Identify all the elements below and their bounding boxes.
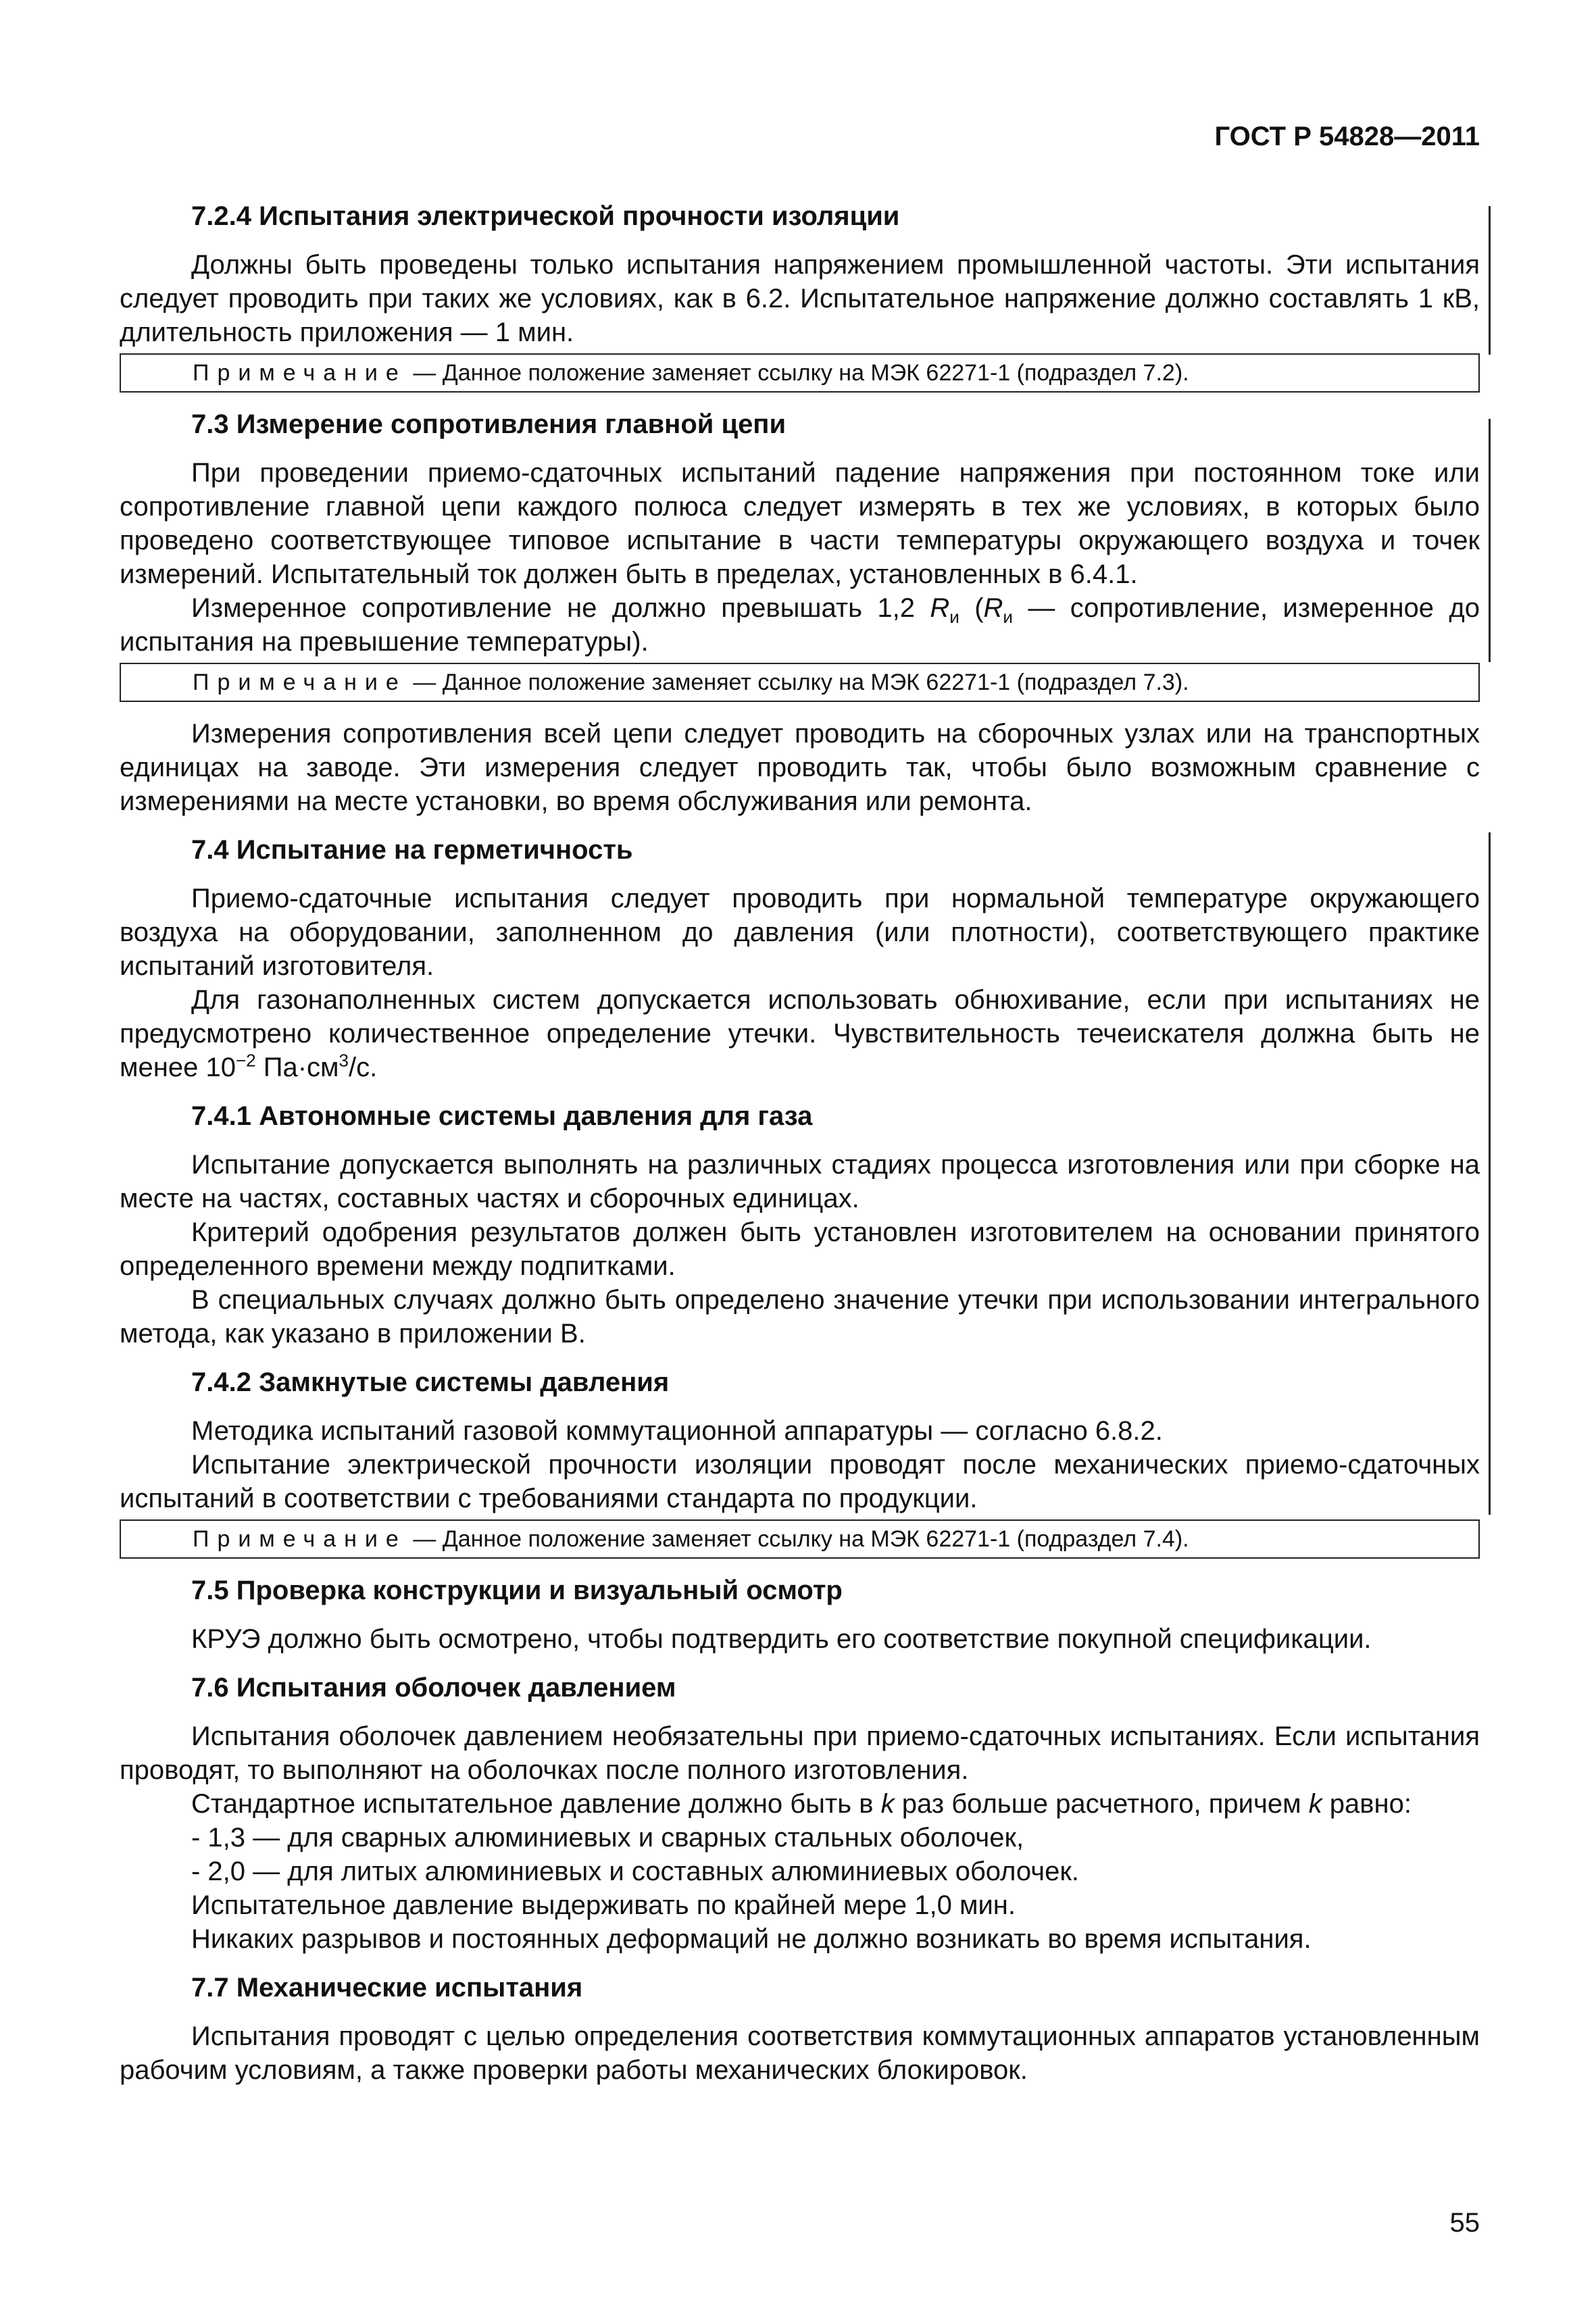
paragraph: Измерения сопротивления всей цепи следует проводить на сборочных узлах или на транспортных единицах на заводе. Эти измерения следует проводить так, чтобы было возможным сравнение с измерениями на месте установки, во время обслуживания или ремонта. (120, 719, 1480, 816)
document-header: ГОСТ Р 54828—2011 (1214, 122, 1480, 151)
section-title-7-7: 7.7 Механические испытания (191, 1973, 583, 2003)
paragraph: Испытания проводят с целью определения соответствия коммутационных аппаратов установленным рабочим условиям, а также проверки работы механических блокировок. (120, 2021, 1480, 2085)
change-bar-1 (1489, 206, 1491, 355)
change-bar-2 (1489, 419, 1491, 662)
paragraph: Испытательное давление выдерживать по крайней мере 1,0 мин. (191, 1890, 1016, 1920)
note-box (120, 353, 1480, 393)
note-label: Примечание (193, 670, 407, 695)
note-box (120, 663, 1480, 702)
section-title-7-4: 7.4 Испытание на герметичность (191, 835, 633, 865)
paragraph: Испытания оболочек давлением необязательны при приемо-сдаточных испытаниях. Если испытания проводят, то выполняют на оболочках после полного изготовления. (120, 1721, 1480, 1785)
paragraph: Должны быть проведены только испытания напряжением промышленной частоты. Эти испытания следует проводить при таких же условиях, как в 6.2. Испытательное напряжение должно составлять 1 кВ, длительность приложения — 1 мин. (120, 250, 1480, 347)
note-label: Примечание (193, 1526, 407, 1552)
paragraph: Испытание допускается выполнять на различных стадиях процесса изготовления или при сборке на месте на частях, составных частях и сборочных единицах. (120, 1150, 1480, 1213)
list-item: - 2,0 — для литых алюминиевых и составных алюминиевых оболочек. (191, 1857, 1079, 1886)
paragraph: Критерий одобрения результатов должен быть установлен изготовителем на основании принятого определенного времени между подпитками. (120, 1217, 1480, 1281)
document-body (120, 199, 1480, 2087)
section-title-7-5: 7.5 Проверка конструкции и визуальный осмотр (191, 1576, 843, 1605)
paragraph: Стандартное испытательное давление должно быть в k раз больше расчетного, причем k равно: (191, 1789, 1412, 1819)
note-text: — Данное положение заменяет ссылку на МЭК 62271-1 (подраздел 7.4). (406, 1526, 1189, 1552)
paragraph: При проведении приемо-сдаточных испытаний падение напряжения при постоянном токе или сопротивление главной цепи каждого полюса следует измерять в тех же условиях, в которых было проведено соответствующее типовое испытание в части температуры окружающего воздуха и точек измерений. Испытательный ток должен быть в пределах, установленных в 6.4.1. (120, 458, 1480, 589)
list-item: - 1,3 — для сварных алюминиевых и сварных стальных оболочек, (191, 1823, 1024, 1853)
paragraph: Испытание электрической прочности изоляции проводят после механических приемо-сдаточных испытаний в соответствии с требованиями стандарта по продукции. (120, 1450, 1480, 1513)
section-title-7-6: 7.6 Испытания оболочек давлением (191, 1673, 676, 1703)
section-title-7-4-2: 7.4.2 Замкнутые системы давления (191, 1367, 670, 1397)
paragraph: КРУЭ должно быть осмотрено, чтобы подтвердить его соответствие покупной спецификации. (191, 1624, 1372, 1654)
paragraph: Методика испытаний газовой коммутационной аппаратуры — согласно 6.8.2. (191, 1416, 1163, 1446)
paragraph: Приемо-сдаточные испытания следует проводить при нормальной температуре окружающего воздуха на оборудовании, заполненном до давления (или плотности), соответствующего практике испытаний изготовителя. (120, 884, 1480, 981)
note-label: Примечание (193, 360, 407, 386)
paragraph: В специальных случаях должно быть определено значение утечки при использовании интегрального метода, как указано в приложении В. (120, 1285, 1480, 1349)
note-text: — Данное положение заменяет ссылку на МЭК 62271-1 (подраздел 7.2). (406, 360, 1189, 386)
section-title-7-3: 7.3 Измерение сопротивления главной цепи (191, 409, 787, 439)
paragraph: Для газонаполненных систем допускается использовать обнюхивание, если при испытаниях не предусмотрено количественное определение утечки. Чувствительность течеискателя должна быть не менее $10^{-2}$ $Па\cdot см^3/с$. (120, 985, 1480, 1082)
note-text: — Данное положение заменяет ссылку на МЭК 62271-1 (подраздел 7.3). (406, 670, 1189, 695)
note-box (120, 1519, 1480, 1559)
section-title-7-2-4: 7.2.4 Испытания электрической прочности изоляции (191, 201, 900, 231)
paragraph: Никаких разрывов и постоянных деформаций не должно возникать во время испытания. (191, 1924, 1312, 1954)
paragraph: Измеренное сопротивление не должно превышать 1,2 $R_и$ ($R_и$ — сопротивление, измеренное до испытания на превышение температуры). (120, 593, 1480, 657)
change-bar-3 (1489, 832, 1491, 1515)
page-number: 55 (1449, 2208, 1480, 2238)
section-title-7-4-1: 7.4.1 Автономные системы давления для газа (191, 1101, 813, 1131)
